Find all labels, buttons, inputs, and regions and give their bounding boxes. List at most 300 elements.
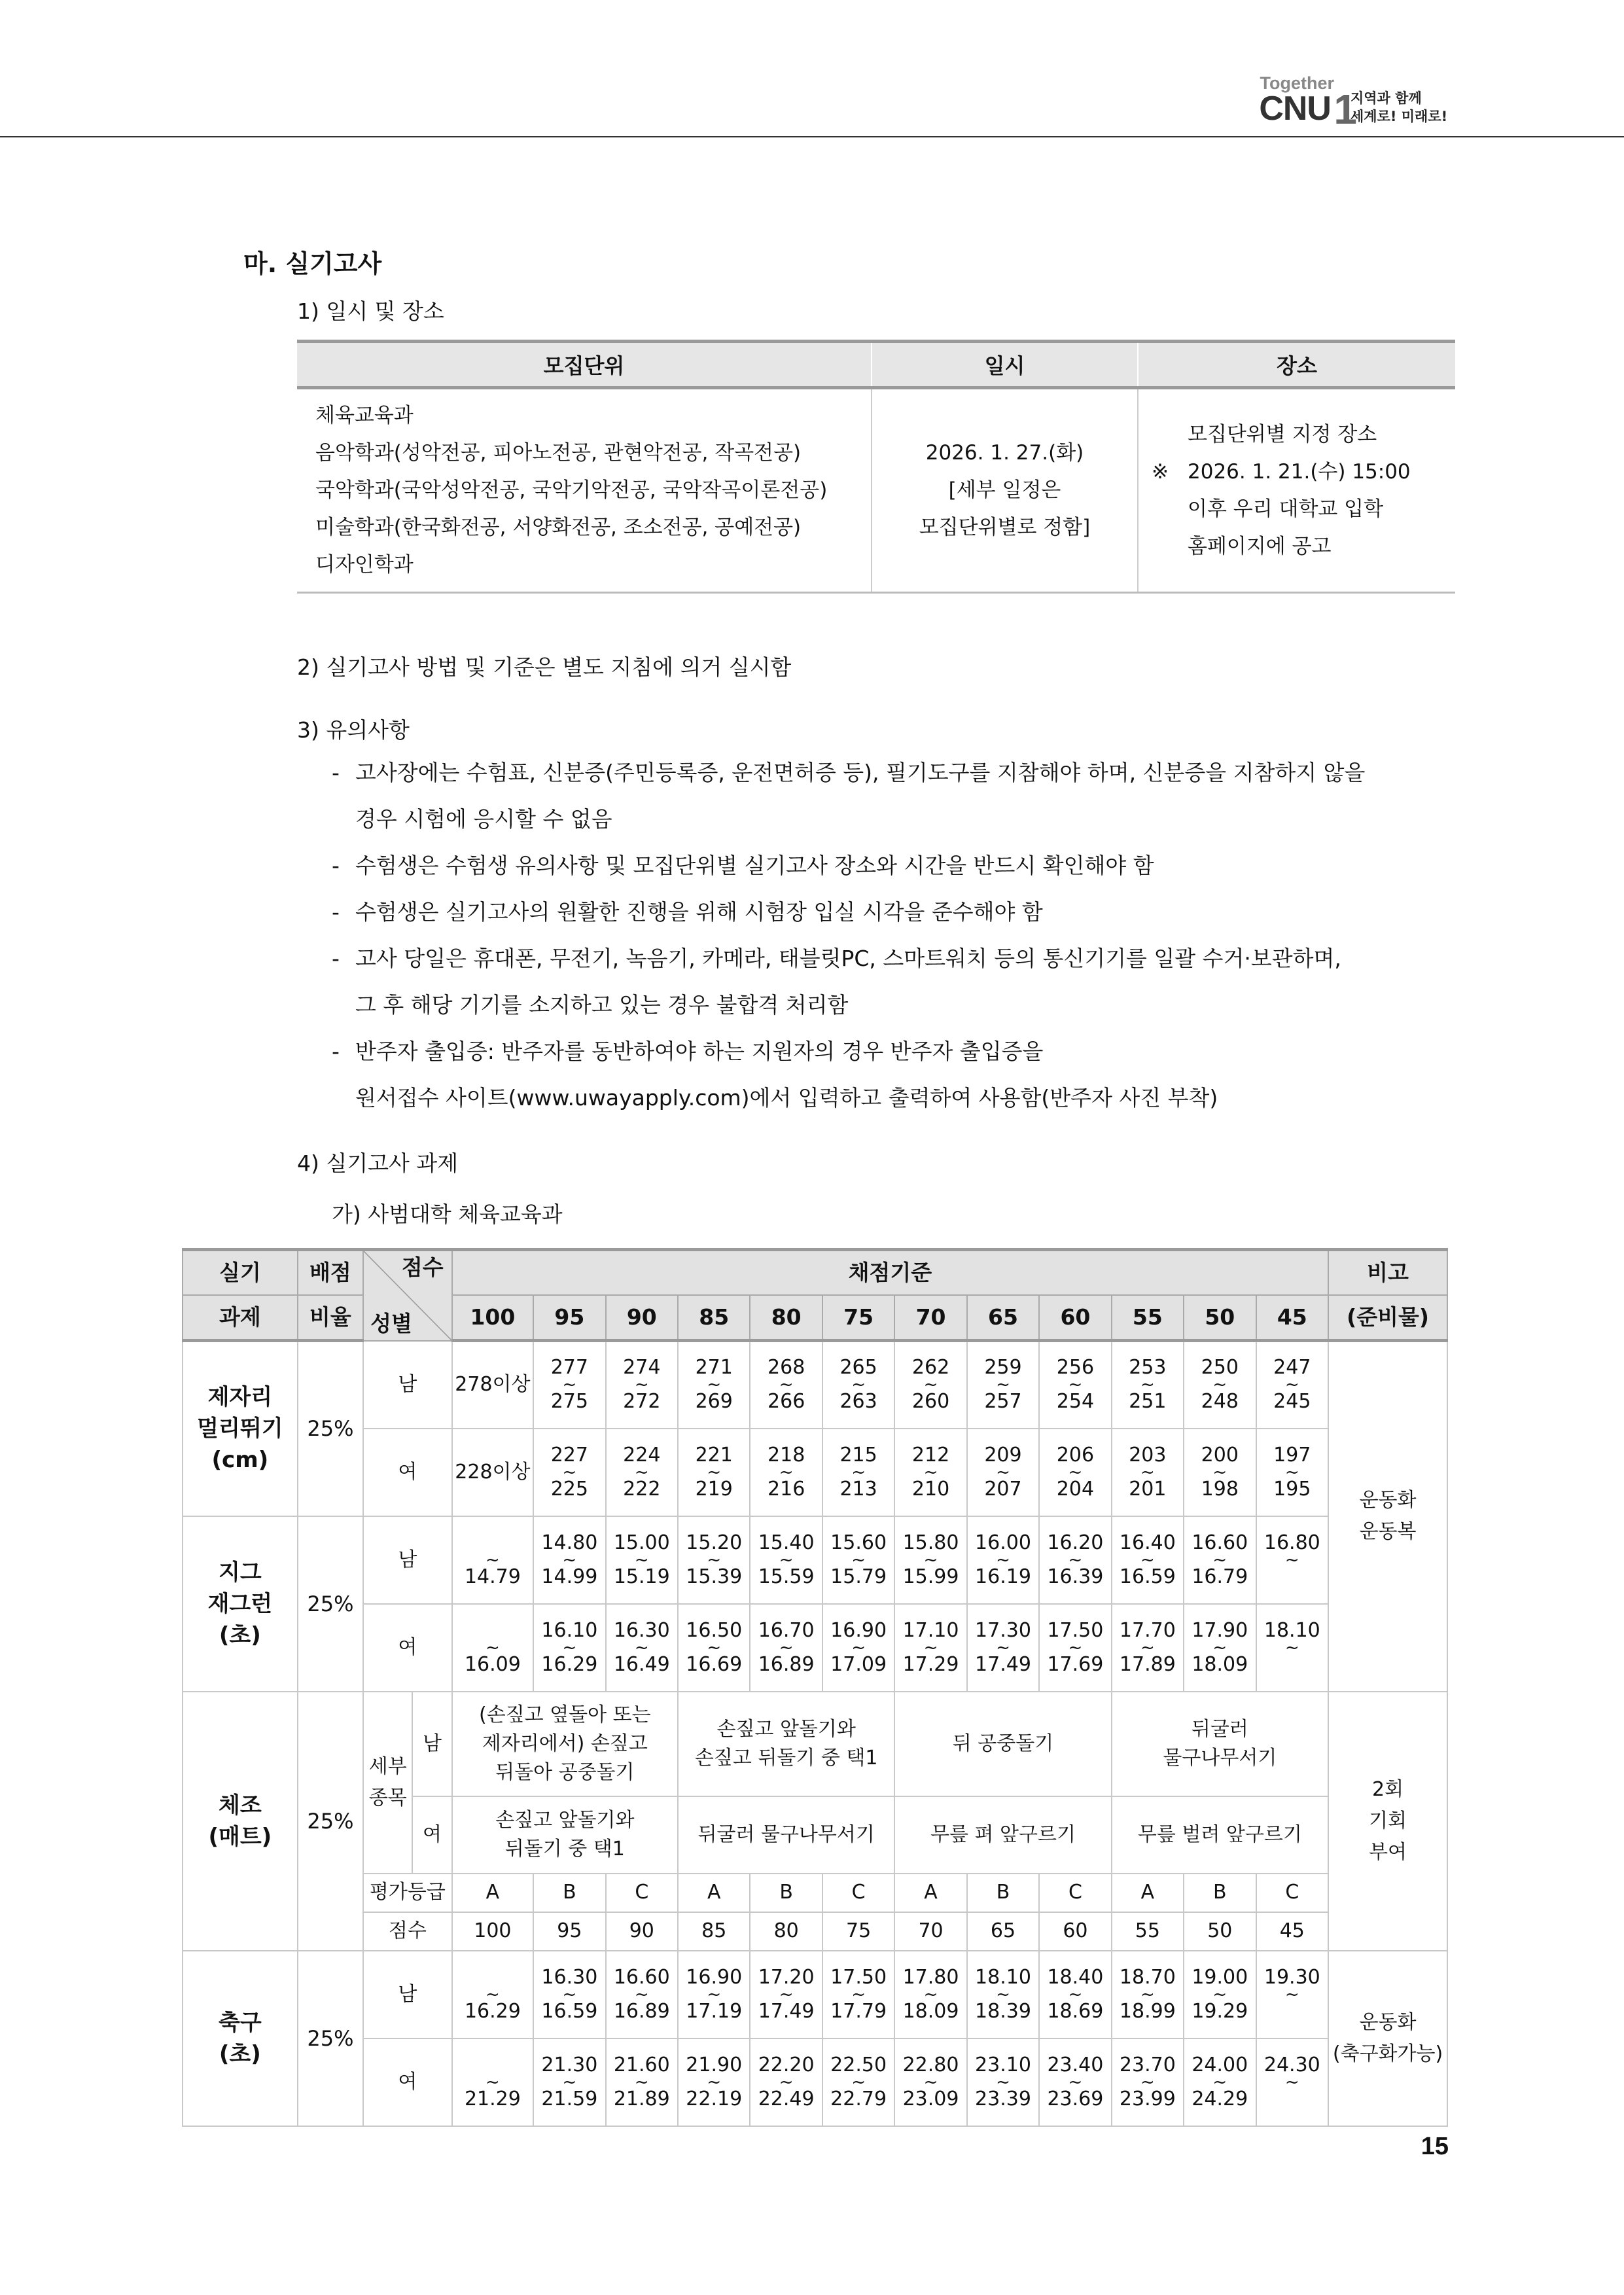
- precaution-item: - 반주자 출입증: 반주자를 동반하여야 하는 지원자의 경우 반주자 출입증을 원서접수 사이트(www.uwayapply.com)에서 입력하고 출력하여 사용함(반주자 사진 부착): [332, 1028, 1464, 1121]
- range-tilde: ~: [779, 1637, 794, 1658]
- range-tilde: ~: [923, 2072, 938, 2092]
- range-upper: 262: [911, 1356, 950, 1379]
- score-cell: [678, 1516, 750, 1604]
- range-lower: 16.69: [686, 1652, 743, 1676]
- score-cell: [750, 1341, 822, 1429]
- range-lower: 17.79: [830, 1999, 887, 2023]
- schedule-header-row: [297, 342, 1455, 388]
- range-lower: 195: [1273, 1477, 1311, 1501]
- range-tilde: ~: [1140, 1462, 1155, 1482]
- note-chances: 2회 기회 부여: [1328, 1692, 1447, 1951]
- range-upper: 24.00: [1192, 2053, 1248, 2076]
- range-upper: 23.40: [1047, 2053, 1104, 2076]
- range-upper: 224: [623, 1443, 661, 1467]
- range-tilde: ~: [996, 1984, 1010, 2004]
- range-upper: 16.60: [613, 1965, 670, 1989]
- grade-cell: A: [894, 1874, 966, 1912]
- score-cell: [894, 1516, 966, 1604]
- range-upper: 197: [1273, 1443, 1311, 1467]
- range-tilde: ~: [562, 2072, 577, 2092]
- range-tilde: ~: [923, 1637, 938, 1658]
- grade-cell: A: [452, 1874, 534, 1912]
- jump-female-row: [183, 1429, 1447, 1516]
- score-cell: [967, 1429, 1039, 1516]
- range-upper: 16.90: [830, 1618, 887, 1642]
- score-cell: [678, 1341, 750, 1429]
- range-upper: 221: [695, 1443, 733, 1467]
- range-upper: 227: [550, 1443, 588, 1467]
- gym-item: 손짚고 앞돌기와 뒤돌기 중 택1: [452, 1796, 678, 1874]
- range-lower: 17.19: [686, 1999, 743, 2023]
- range-lower: 15.79: [830, 1565, 887, 1588]
- range-upper: 22.50: [830, 2053, 887, 2076]
- range-tilde: ~: [851, 1550, 866, 1570]
- score-cell: [750, 1429, 822, 1516]
- range-lower: 16.59: [541, 1999, 598, 2023]
- ratio-cell: 25%: [298, 1951, 363, 2126]
- range-tilde: ~: [1068, 1550, 1083, 1570]
- range-upper: 22.80: [902, 2053, 959, 2076]
- range-upper: 17.80: [902, 1965, 959, 1989]
- score-cell: [678, 2038, 750, 2126]
- range-lower: 254: [1056, 1390, 1095, 1414]
- range-upper: 15.40: [758, 1531, 815, 1554]
- sex-female: 여: [363, 1429, 452, 1516]
- range-tilde: ~: [851, 1375, 866, 1395]
- score-cell: [533, 1516, 605, 1604]
- note-shoes-clothes: 운동화 운동복: [1328, 1341, 1447, 1692]
- range-upper: 256: [1056, 1356, 1095, 1379]
- gym-score-row: [183, 1912, 1447, 1951]
- range-tilde: ~: [707, 1550, 722, 1570]
- header-note: 비고: [1328, 1250, 1447, 1296]
- precaution-item: - 수험생은 실기고사의 원활한 진행을 위해 시험장 입실 시각을 준수해야 함: [332, 889, 1464, 935]
- range-lower: 17.29: [902, 1652, 959, 1676]
- score-cell: [1039, 1604, 1111, 1692]
- jump-male-row: [183, 1341, 1447, 1429]
- range-lower: 17.49: [975, 1652, 1031, 1676]
- range-lower: 17.09: [830, 1652, 887, 1676]
- score-cell: [750, 1604, 822, 1692]
- range-tilde: ~: [562, 1375, 577, 1395]
- range-tilde: ~: [1284, 2072, 1299, 2092]
- score-value: 75: [822, 1912, 894, 1951]
- range-tilde: ~: [707, 1637, 722, 1658]
- scoring-table: [182, 1248, 1448, 2127]
- score-cell: [894, 1429, 966, 1516]
- range-lower: 21.29: [464, 2087, 521, 2110]
- range-lower: 251: [1129, 1390, 1167, 1414]
- range-lower: 16.89: [613, 1999, 670, 2023]
- logo-slogan: [1350, 89, 1462, 126]
- event-gymnastics: 체조 (매트): [183, 1692, 298, 1951]
- range-lower: 260: [911, 1390, 950, 1414]
- grade-cell: B: [967, 1874, 1039, 1912]
- logo-cnu: CNU: [1259, 90, 1331, 128]
- range-lower: 213: [839, 1477, 877, 1501]
- sex-female: 여: [363, 1604, 452, 1692]
- gym-item: 뒤 공중돌기: [894, 1692, 1111, 1796]
- schedule-row: [297, 388, 1455, 593]
- range-lower: 18.99: [1119, 1999, 1176, 2023]
- score-cell: [750, 1516, 822, 1604]
- range-lower: 21.89: [613, 2087, 670, 2110]
- range-tilde: ~: [996, 1637, 1010, 1658]
- range-lower: 216: [768, 1477, 805, 1501]
- score-cell: [606, 1951, 678, 2038]
- range-lower: 15.39: [686, 1565, 743, 1588]
- range-tilde: ~: [562, 1550, 577, 1570]
- score-cell: [1184, 1951, 1256, 2038]
- score-cell: [452, 1604, 534, 1692]
- grade-cell: A: [678, 1874, 750, 1912]
- score-cell: [822, 1951, 894, 2038]
- gym-detail-label: 세부 종목: [363, 1692, 412, 1874]
- slogan-line-2: 세계로! 미래로!: [1350, 109, 1448, 124]
- note-soccer-shoes: 운동화 (축구화가능): [1328, 1951, 1447, 2126]
- score-cell: [1112, 2038, 1184, 2126]
- range-upper: 17.70: [1119, 1618, 1176, 1642]
- range-lower: 14.79: [464, 1565, 521, 1588]
- range-tilde: ~: [1140, 1984, 1155, 2004]
- subsection-tasks: 4) 실기고사 과제: [297, 1150, 459, 1176]
- score-cell: [1039, 1951, 1111, 2038]
- score-cell: [822, 2038, 894, 2126]
- logo-together: Together: [1260, 73, 1334, 93]
- soccer-female-row: [183, 2038, 1447, 2126]
- score-cell: [678, 1604, 750, 1692]
- score-cell: [678, 1951, 750, 2038]
- header-score-sex-diagonal: [363, 1250, 452, 1341]
- range-upper: 212: [911, 1443, 950, 1467]
- range-tilde: ~: [1284, 1984, 1299, 2004]
- range-upper: 19.00: [1192, 1965, 1248, 1989]
- range-lower: 225: [550, 1477, 588, 1501]
- score-value: 70: [894, 1912, 966, 1951]
- header-ratio: 배점: [298, 1250, 363, 1296]
- grade-cell: C: [1256, 1874, 1329, 1912]
- score-cell: [822, 1341, 894, 1429]
- score-cell: [606, 1341, 678, 1429]
- range-lower: 219: [695, 1477, 733, 1501]
- range-upper: 16.50: [686, 1618, 743, 1642]
- date-line: [세부 일정은: [948, 478, 1061, 502]
- place-line: 홈페이지에 공고: [1188, 534, 1332, 558]
- range-tilde: ~: [634, 1375, 649, 1395]
- range-upper: 15.20: [686, 1531, 743, 1554]
- score-cell: [1256, 1429, 1329, 1516]
- score-cell: [967, 1951, 1039, 2038]
- score-header: 50: [1184, 1295, 1256, 1341]
- schedule-table: [297, 340, 1455, 594]
- range-tilde: ~: [1212, 1550, 1227, 1570]
- range-lower: 275: [550, 1390, 588, 1414]
- range-tilde: ~: [779, 1550, 794, 1570]
- range-tilde: ~: [923, 1984, 938, 2004]
- range-upper: 215: [839, 1443, 877, 1467]
- range-tilde: ~: [1068, 1375, 1083, 1395]
- range-lower: 22.49: [758, 2087, 815, 2110]
- range-lower: 16.29: [464, 1999, 521, 2023]
- range-lower: 18.39: [975, 1999, 1031, 2023]
- score-header: 75: [822, 1295, 894, 1341]
- score-header: 70: [894, 1295, 966, 1341]
- range-tilde: ~: [562, 1637, 577, 1658]
- range-tilde: ~: [996, 1462, 1010, 1482]
- range-lower: 263: [839, 1390, 877, 1414]
- range-tilde: ~: [779, 1984, 794, 2004]
- range-upper: 23.10: [975, 2053, 1031, 2076]
- range-upper: 15.00: [613, 1531, 670, 1554]
- event-soccer: 축구 (초): [183, 1951, 298, 2126]
- schedule-place-cell: [1138, 388, 1455, 593]
- header-event: 실기: [183, 1250, 298, 1296]
- ratio-cell: 25%: [298, 1341, 363, 1516]
- range-upper: 15.60: [830, 1531, 887, 1554]
- event-long-jump: 제자리 멀리뛰기 (cm): [183, 1341, 298, 1516]
- range-lower: 17.89: [1119, 1652, 1176, 1676]
- range-lower: 19.29: [1192, 1999, 1248, 2023]
- score-cell: [452, 1516, 534, 1604]
- section-title: 마. 실기고사: [243, 249, 382, 278]
- range-upper: 265: [839, 1356, 877, 1379]
- range-upper: 17.20: [758, 1965, 815, 1989]
- date-line: 2026. 1. 27.(화): [925, 441, 1084, 465]
- score-value: 50: [1184, 1912, 1256, 1951]
- range-tilde: ~: [1140, 2072, 1155, 2092]
- subsection-precautions: 3) 유의사항: [297, 717, 410, 743]
- score-cell: [678, 1429, 750, 1516]
- gym-item: 무릎 펴 앞구르기: [894, 1796, 1111, 1874]
- range-lower: 16.49: [613, 1652, 670, 1676]
- range-tilde: ~: [1284, 1375, 1299, 1395]
- range-lower: 201: [1129, 1477, 1167, 1501]
- header-event-2: 과제: [183, 1295, 298, 1341]
- range-tilde: ~: [1212, 2072, 1227, 2092]
- range-tilde: ~: [1284, 1462, 1299, 1482]
- header-divider: [0, 136, 1624, 137]
- range-tilde: ~: [707, 1462, 722, 1482]
- score-cell: [1256, 1604, 1329, 1692]
- score-cell: [1256, 1951, 1329, 2038]
- unit-line: 체육교육과: [315, 404, 414, 427]
- score-cell: [967, 1516, 1039, 1604]
- score-value: 100: [452, 1912, 534, 1951]
- range-lower: 21.59: [541, 2087, 598, 2110]
- range-tilde: ~: [634, 2072, 649, 2092]
- range-tilde: ~: [851, 1462, 866, 1482]
- score-cell: [1112, 1429, 1184, 1516]
- range-lower: 17.49: [758, 1999, 815, 2023]
- range-tilde: ~: [779, 1462, 794, 1482]
- range-tilde: ~: [1068, 1984, 1083, 2004]
- unit-line: 디자인학과: [315, 553, 414, 577]
- grade-cell: C: [822, 1874, 894, 1912]
- score-value: 55: [1112, 1912, 1184, 1951]
- range-upper: 17.30: [975, 1618, 1031, 1642]
- range-tilde: ~: [851, 1637, 866, 1658]
- score-header: 60: [1039, 1295, 1111, 1341]
- precaution-item: - 고사 당일은 휴대폰, 무전기, 녹음기, 카메라, 태블릿PC, 스마트워치 등의 통신기기를 일괄 수거·보관하며, 그 후 해당 기기를 소지하고 있는 경우 불합격 처리함: [332, 935, 1464, 1028]
- range-tilde: ~: [779, 1375, 794, 1395]
- range-upper: 16.20: [1047, 1531, 1104, 1554]
- range-tilde: ~: [707, 1375, 722, 1395]
- gym-item: 무릎 벌려 앞구르기: [1112, 1796, 1328, 1874]
- schedule-header-place: 장소: [1138, 342, 1455, 388]
- range-lower: 257: [984, 1390, 1022, 1414]
- range-lower: 222: [623, 1477, 661, 1501]
- range-lower: 266: [768, 1390, 805, 1414]
- range-lower: 24.29: [1192, 2087, 1248, 2110]
- slogan-line-1: 지역과 함께: [1350, 90, 1422, 106]
- range-upper: 23.70: [1119, 2053, 1176, 2076]
- range-tilde: ~: [485, 2072, 500, 2092]
- range-upper: 274: [623, 1356, 661, 1379]
- range-tilde: ~: [1212, 1984, 1227, 2004]
- score-cell: [1184, 1604, 1256, 1692]
- range-lower: 22.79: [830, 2087, 887, 2110]
- grade-cell: B: [533, 1874, 605, 1912]
- score-cell: [1112, 1604, 1184, 1692]
- sex-male: 남: [363, 1951, 452, 2038]
- score-value: 65: [967, 1912, 1039, 1951]
- range-lower: 23.39: [975, 2087, 1031, 2110]
- range-tilde: ~: [1284, 1637, 1299, 1658]
- range-lower: 204: [1056, 1477, 1095, 1501]
- range-lower: 18.09: [902, 1999, 959, 2023]
- score-cell: [894, 2038, 966, 2126]
- range-tilde: ~: [634, 1984, 649, 2004]
- score-cell: [1256, 2038, 1329, 2126]
- schedule-date-cell: [872, 388, 1138, 593]
- range-upper: 22.20: [758, 2053, 815, 2076]
- range-tilde: ~: [1068, 1462, 1083, 1482]
- range-tilde: ~: [1284, 1550, 1299, 1570]
- range-upper: 18.40: [1047, 1965, 1104, 1989]
- range-tilde: ~: [1212, 1462, 1227, 1482]
- zigzag-female-row: [183, 1604, 1447, 1692]
- range-lower: 23.69: [1047, 2087, 1104, 2110]
- score-cell: [894, 1951, 966, 2038]
- range-tilde: ~: [562, 1984, 577, 2004]
- range-lower: 15.19: [613, 1565, 670, 1588]
- grade-cell: C: [606, 1874, 678, 1912]
- score-header: 55: [1112, 1295, 1184, 1341]
- range-lower: 16.09: [464, 1652, 521, 1676]
- range-lower: 17.69: [1047, 1652, 1104, 1676]
- subsection-pe-dept: 가) 사범대학 체육교육과: [332, 1201, 563, 1227]
- score-cell: [822, 1516, 894, 1604]
- range-tilde: ~: [1140, 1375, 1155, 1395]
- range-tilde: ~: [634, 1550, 649, 1570]
- range-upper: 24.30: [1263, 2053, 1320, 2076]
- score-cell: [606, 1516, 678, 1604]
- range-upper: 17.50: [830, 1965, 887, 1989]
- score-label: 점수: [363, 1912, 452, 1951]
- score-cell: [1112, 1951, 1184, 2038]
- range-upper: 17.10: [902, 1618, 959, 1642]
- score-cell: [822, 1604, 894, 1692]
- score-cell: [533, 1429, 605, 1516]
- range-tilde: ~: [1212, 1637, 1227, 1658]
- range-upper: 16.10: [541, 1618, 598, 1642]
- score-header: 45: [1256, 1295, 1329, 1341]
- range-upper: 247: [1273, 1356, 1311, 1379]
- score-header: 90: [606, 1295, 678, 1341]
- precaution-item: - 수험생은 수험생 유의사항 및 모집단위별 실기고사 장소와 시간을 반드시 확인해야 함: [332, 842, 1464, 889]
- score-cell: [533, 1604, 605, 1692]
- range-lower: 18.69: [1047, 1999, 1104, 2023]
- range-upper: 14.80: [541, 1531, 598, 1554]
- score-cell: [1112, 1516, 1184, 1604]
- score-cell: [533, 1951, 605, 2038]
- score-value: 45: [1256, 1912, 1329, 1951]
- sex-female: 여: [363, 2038, 452, 2126]
- score-cell: [533, 1341, 605, 1429]
- score-cell: [1184, 1341, 1256, 1429]
- gym-item: 뒤굴러 물구나무서기: [678, 1796, 894, 1874]
- range-upper: 203: [1129, 1443, 1167, 1467]
- score-value: 60: [1039, 1912, 1111, 1951]
- range-tilde: ~: [779, 2072, 794, 2092]
- score-header: 85: [678, 1295, 750, 1341]
- score-cell: [1039, 1429, 1111, 1516]
- grade-cell: B: [750, 1874, 822, 1912]
- range-tilde: ~: [707, 1984, 722, 2004]
- range-upper: 253: [1129, 1356, 1167, 1379]
- score-cell: [1112, 1341, 1184, 1429]
- gym-item: 뒤굴러 물구나무서기: [1112, 1692, 1328, 1796]
- range-tilde: ~: [485, 1550, 500, 1570]
- date-line: 모집단위별로 정함]: [919, 516, 1091, 539]
- scoring-header-row-1: [183, 1250, 1447, 1296]
- range-upper: 200: [1201, 1443, 1239, 1467]
- range-tilde: ~: [634, 1637, 649, 1658]
- range-tilde: ~: [996, 2072, 1010, 2092]
- gym-male-row: [183, 1692, 1447, 1796]
- score-cell: [1256, 1341, 1329, 1429]
- header-score-label: 점수: [401, 1254, 444, 1280]
- range-tilde: ~: [1068, 1637, 1083, 1658]
- range-lower: 23.09: [902, 2087, 959, 2110]
- range-tilde: ~: [923, 1462, 938, 1482]
- range-lower: 18.09: [1192, 1652, 1248, 1676]
- range-lower: 14.99: [541, 1565, 598, 1588]
- sex-male: 남: [363, 1516, 452, 1604]
- score-header: 80: [750, 1295, 822, 1341]
- range-tilde: ~: [923, 1550, 938, 1570]
- score-cell: [1184, 2038, 1256, 2126]
- logo-one: 1: [1333, 86, 1357, 133]
- score-value: 80: [750, 1912, 822, 1951]
- score-cell: [750, 1951, 822, 2038]
- range-lower: 269: [695, 1390, 733, 1414]
- subsection-method: 2) 실기고사 방법 및 기준은 별도 지침에 의거 실시함: [297, 654, 792, 680]
- range-lower: 198: [1201, 1477, 1239, 1501]
- range-upper: 21.30: [541, 2053, 598, 2076]
- score-cell: [1039, 1516, 1111, 1604]
- header-criteria: 채점기준: [452, 1250, 1328, 1296]
- place-line: 이후 우리 대학교 입학: [1188, 497, 1384, 521]
- event-zigzag: 지그 재그런 (초): [183, 1516, 298, 1692]
- range-lower: 16.29: [541, 1652, 598, 1676]
- range-upper: 16.30: [541, 1965, 598, 1989]
- range-upper: 209: [984, 1443, 1022, 1467]
- score-cell: [967, 1604, 1039, 1692]
- score-value: 85: [678, 1912, 750, 1951]
- score-cell: [452, 1951, 534, 2038]
- range-tilde: ~: [1140, 1550, 1155, 1570]
